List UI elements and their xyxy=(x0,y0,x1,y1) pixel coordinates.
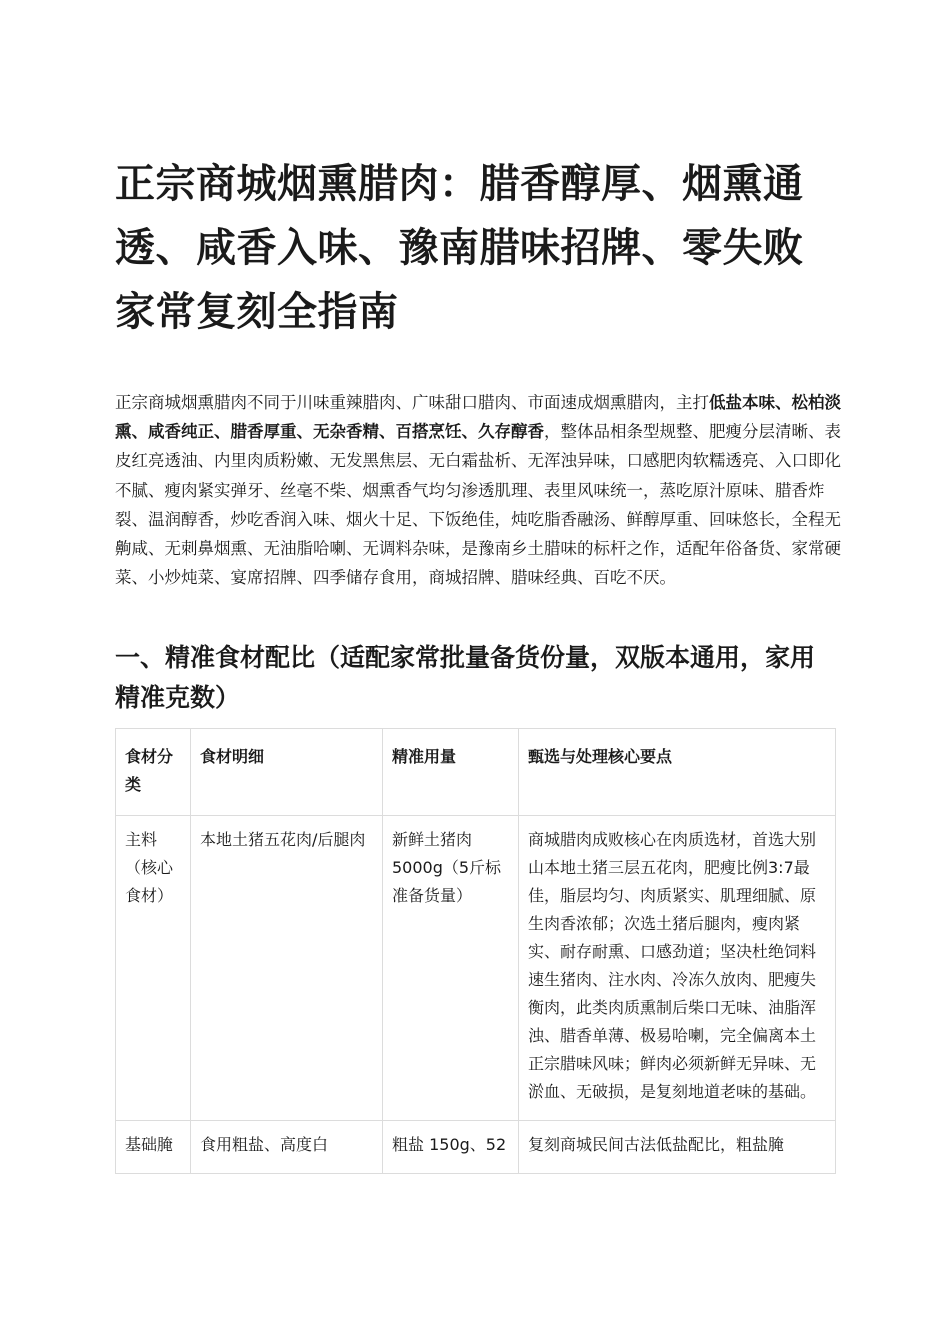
table-cell-notes: 复刻商城民间古法低盐配比，粗盐腌 xyxy=(519,1121,836,1174)
table-cell-detail: 本地土猪五花肉/后腿肉 xyxy=(191,816,383,1121)
intro-highlight: 低盐本味、松柏淡熏、咸香纯正、腊香厚重、无杂香精、百搭烹饪、久存醇香 xyxy=(115,393,841,442)
table-cell-notes: 商城腊肉成败核心在肉质选材，首选大别山本地土猪三层五花肉，肥瘦比例3:7最佳，脂层均匀、肉质紧实、肌理细腻、原生肉香浓郁；次选土猪后腿肉，瘦肉紧实、耐存耐熏、口感劲道；坚决杜绝饲料速生猪肉、注水肉、冷冻久放肉、肥瘦失衡肉，此类肉质熏制后柴口无味、油脂浑浊、腊香单薄、极易哈喇，完全偏离本土正宗腊味风味；鲜肉必须新鲜无异味、无淤血、无破损，是复刻地道老味的基础。 xyxy=(519,816,836,1121)
section-heading-ingredients: 一、精准食材配比（适配家常批量备货份量，双版本通用，家用精准克数） xyxy=(115,643,816,712)
intro-text-continued: ，整体品相条型规整、肥瘦分层清晰、表皮红亮透油、内里肉质粉嫩、无发黑焦层、无白霜盐析、无浑浊异味，口感肥肉软糯透亮、入口即化不腻、瘦肉紧实弹牙、丝毫不柴、烟熏香气均匀渗透肌理、表里风味统一，蒸吃原汁原味、腊香炸裂、温润醇香，炒吃香润入味、烟火十足、下饭绝佳，炖吃脂香融汤、鲜醇厚重、回味悠长，全程无齁咸、无刺鼻烟熏、无油脂哈喇、无调料杂味，是豫南乡土腊味的标杆之作，适配年俗备货、家常硬菜、小炒炖菜、宴席招牌、四季储存食用，商城招牌、腊味经典、百吃不厌。 xyxy=(115,422,841,588)
intro-text: 正宗商城烟熏腊肉不同于川味重辣腊肉、广味甜口腊肉、市面速成烟熏腊肉，主打 xyxy=(115,393,709,412)
page-title: 正宗商城烟熏腊肉：腊香醇厚、烟熏通透、咸香入味、豫南腊味招牌、零失败家常复刻全指南 xyxy=(115,161,804,335)
table-header-cell: 食材分类 xyxy=(116,729,191,816)
table-header-cell: 甄选与处理核心要点 xyxy=(519,729,836,816)
table-cell-category: 基础腌 xyxy=(116,1121,191,1174)
intro-paragraph xyxy=(115,388,843,592)
table-header-cell: 精准用量 xyxy=(383,729,519,816)
table-cell-amount: 新鲜土猪肉5000g（5斤标准备货量） xyxy=(383,816,519,1121)
table-row xyxy=(116,816,836,1121)
table-header-cell: 食材明细 xyxy=(191,729,383,816)
table-cell-amount: 粗盐 150g、52 xyxy=(383,1121,519,1174)
ingredients-table-container xyxy=(115,728,837,1211)
ingredients-table xyxy=(115,728,836,1174)
table-cell-category: 主料（核心食材） xyxy=(116,816,191,1121)
table-cell-detail: 食用粗盐、高度白 xyxy=(191,1121,383,1174)
table-header-row xyxy=(116,729,836,816)
table-row xyxy=(116,1121,836,1174)
